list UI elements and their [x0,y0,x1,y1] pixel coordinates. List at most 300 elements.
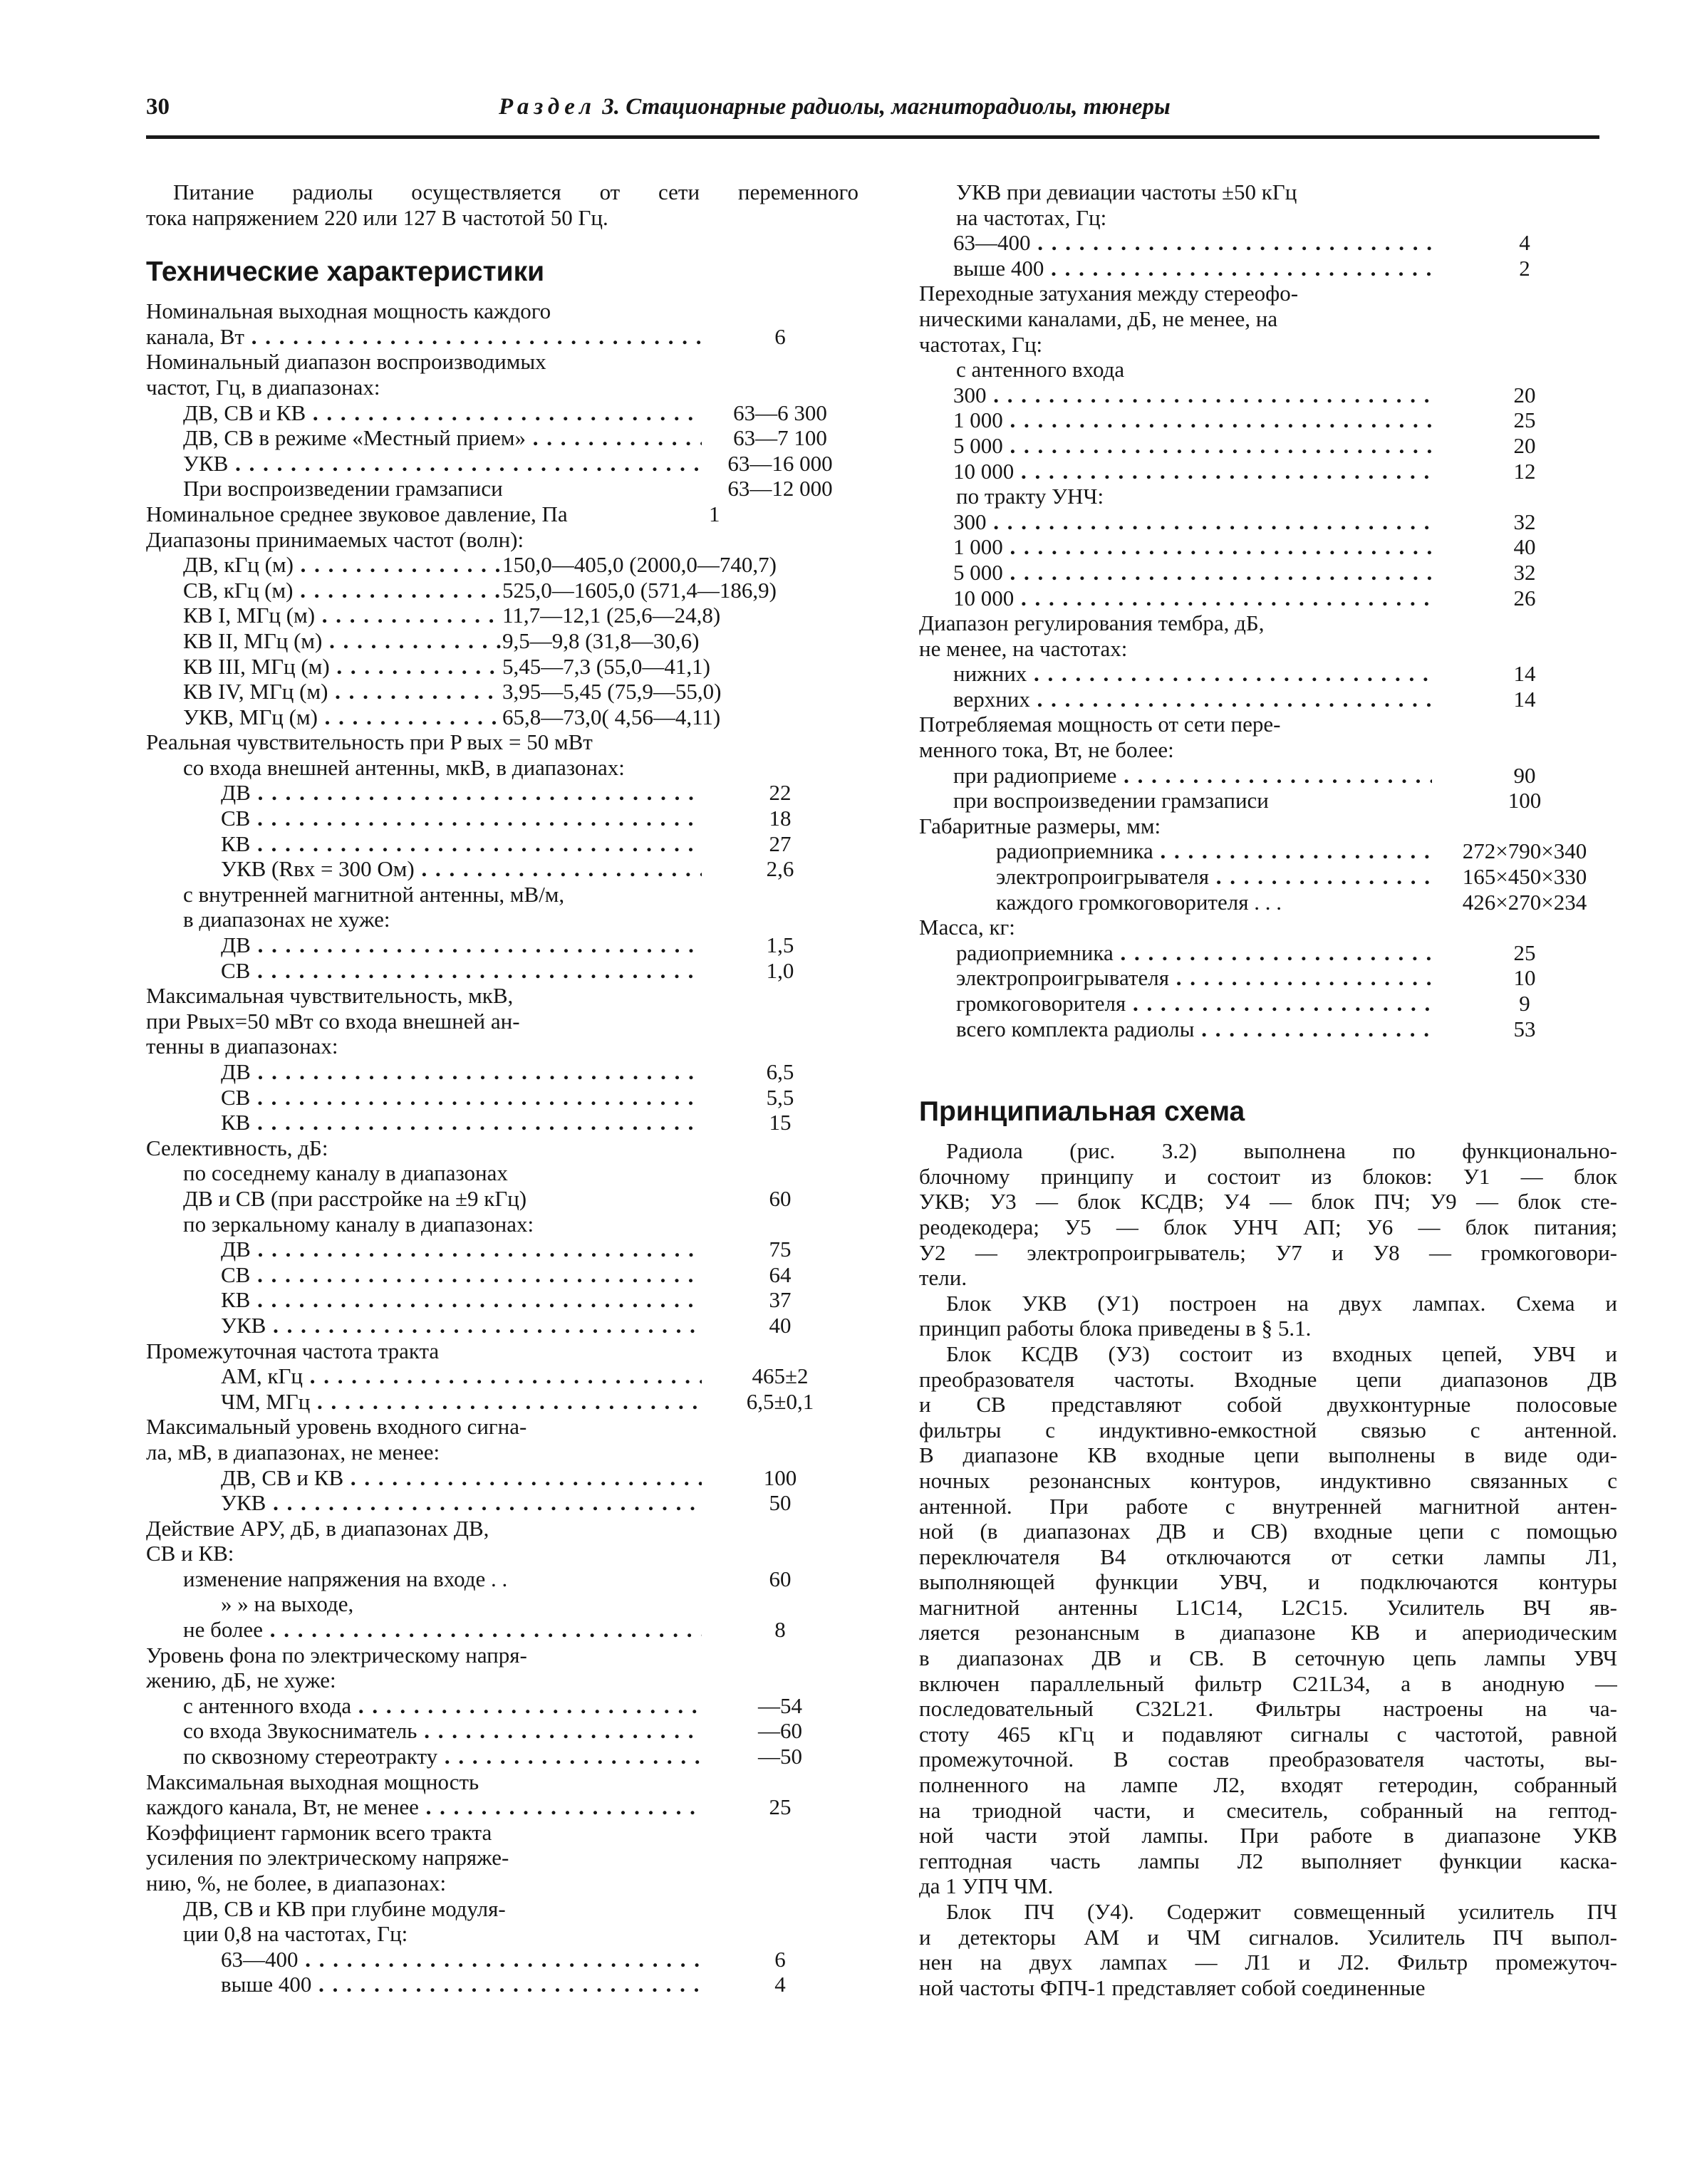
spec-row [146,1516,858,1541]
intro-line: тока напряжением 220 или 127 В частотой 50 Гц. [146,204,608,230]
spec-value: 40 [1513,534,1536,560]
header-rule [146,135,1599,139]
spec-row [146,1034,858,1059]
spec-label: канала, Вт . . . [146,324,702,350]
spec-label: Номинальная выходная мощность каждого [146,298,551,324]
spec-label: каждого громкоговорителя . . . [996,889,1282,915]
spec-value [702,1845,858,1871]
spec-label: СВ, кГц (м) . . . [146,578,502,603]
paragraph-line: промежуточной. В состав преобразователя частоты, вы- [919,1747,1617,1772]
paragraph-line: нен на двух лампах — Л1 и Л2. Фильтр промежуточ- [919,1950,1617,1975]
spec-label: всего комплекта радиолы . . . [919,1016,1432,1042]
spec-value: 53 [1513,1016,1536,1041]
spec-label: Максимальный уровень входного сигна- [146,1414,527,1440]
paragraph-line: принцип работы блока приведены в § 5.1. [919,1316,1312,1341]
spec-row [146,856,858,882]
spec-row [919,661,1617,687]
spec-label: со входа Звукосниматель . . . [146,1718,702,1744]
spec-row [146,729,858,755]
spec-value [1432,712,1617,737]
spec-row [146,298,858,324]
spec-row [146,1237,858,1262]
spec-row [146,755,858,781]
spec-label: громкоговорителя . . . [919,991,1432,1016]
spec-row [919,205,1617,231]
spec-value: 6 [774,1946,786,1972]
spec-label: УКВ . . . [146,451,702,477]
spec-value [702,729,858,755]
spec-value [1432,915,1617,940]
spec-label: СВ . . . [146,958,702,984]
spec-label: КВ . . . [146,1110,702,1135]
spec-label: 5 000 . . . [919,433,1432,459]
spec-label: Диапазон регулирования тембра, дБ, [919,610,1265,636]
spec-value [702,907,858,932]
spec-value: 25 [1513,407,1536,433]
spec-label: со входа внешней антенны, мкВ, в диапазонах: [183,754,625,780]
paragraph-line: включен параллельный фильтр C21L34, а в анодную — [919,1670,1617,1696]
schematic-description [919,1138,1617,2000]
spec-row [146,527,858,553]
spec-row [146,1363,858,1389]
spec-value: 25 [1513,940,1536,965]
running-title [499,94,1171,120]
spec-value: 465±2 [752,1363,809,1389]
spec-value [702,882,858,908]
spec-label: 300 . . . [919,383,1432,408]
spec-value [702,1212,858,1237]
paragraph-line: У2 — электропроигрыватель; У7 и У8 — громкоговори- [919,1239,1617,1265]
spec-value [702,1135,858,1161]
spec-row [146,375,858,400]
spec-row [919,560,1617,586]
spec-label: УКВ (Rвх = 300 Ом) . . . [146,856,702,882]
spec-row [919,636,1617,662]
spec-value [1432,306,1617,332]
paragraph-line: Блок ПЧ (У4). Содержит совмещенный усилитель ПЧ [946,1899,1617,1924]
paragraph-line: ночных резонансных контуров, индуктивно связанных с [919,1467,1617,1493]
spec-row [919,407,1617,433]
paragraph-line: ляется резонансным в диапазоне КВ и апериодическим [919,1620,1617,1645]
spec-row [146,1744,858,1769]
spec-label: КВ III, МГц (м) . . . [146,654,502,680]
spec-row [919,509,1617,535]
spec-value: 63—7 100 [733,425,827,451]
spec-row [919,737,1617,763]
spec-label: ДВ, СВ и КВ при глубине модуля- [183,1896,506,1921]
spec-label: ДВ . . . [146,1237,702,1262]
spec-row [919,433,1617,459]
spec-row [146,1389,858,1415]
spec-value [702,1440,858,1465]
spec-label: при Pвых=50 мВт со входа внешней ан- [146,1008,520,1034]
section-title-text: 3. Стационарные радиолы, магниторадиолы, тюнеры [602,94,1171,120]
right-column [919,180,1617,2000]
spec-label: КВ I, МГц (м) . . . [146,603,502,628]
spec-value: 4 [774,1972,786,1997]
spec-label: не более . . . [146,1617,702,1643]
spec-value: 37 [769,1287,792,1313]
spec-row [146,679,858,704]
spec-value [702,298,858,324]
spec-value [702,1921,858,1947]
spec-value: 4 [1519,230,1530,256]
spec-row [919,838,1617,864]
spec-label: Номинальное среднее звуковое давление, Па [146,501,568,526]
spec-value: 11,7—12,1 (25,6—24,8) [502,603,721,628]
spec-value: 2,6 [766,856,794,882]
spec-label: 1 000 . . . [919,407,1432,433]
spec-row [146,806,858,831]
spec-row [146,1896,858,1922]
spec-value: 165×450×330 [1462,864,1587,890]
spec-value: 6 [774,323,786,349]
spec-row [146,1212,858,1237]
spec-row [146,882,858,908]
spec-row [919,610,1617,636]
spec-label: при воспроизведении грамзаписи [953,788,1269,813]
spec-row [146,1643,858,1668]
spec-label: Переходные затухания между стереофо- [919,281,1299,306]
spec-label: Потребляемая мощность от сети пере- [919,712,1281,737]
spec-value [1432,636,1617,662]
paragraph-line: и СВ представляют собой двухконтурные полосовые [919,1392,1617,1418]
spec-row [146,780,858,806]
paragraph-line: ной частоты ФПЧ-1 представляет собой соединенные [919,1975,1426,2000]
spec-value: 20 [1513,432,1536,458]
spec-row [919,357,1617,383]
spec-row [146,983,858,1009]
spec-row [146,501,858,527]
section-word: Раздел [499,94,596,120]
spec-label: ДВ . . . [146,932,702,958]
spec-value: 100 [763,1465,797,1490]
spec-row [146,1921,858,1947]
spec-value [702,1643,858,1668]
spec-row [919,965,1617,991]
spec-value: 63—12 000 [727,476,833,501]
spec-value: 14 [1513,686,1536,712]
spec-label: АМ, кГц . . . [146,1363,702,1389]
paragraph-line: блочному принципу и состоит из блоков: У1 — блок [919,1163,1617,1189]
spec-value [702,983,858,1009]
spec-label: Коэффициент гармоник всего тракта [146,1819,492,1845]
spec-label: верхних . . . [919,687,1432,712]
spec-value [702,1591,858,1617]
paragraph-line: ной части этой лампы. При работе в диапазоне УКВ [919,1823,1617,1848]
spec-value: 40 [769,1312,792,1338]
spec-label: каждого канала, Вт, не менее . . . [146,1794,702,1820]
spec-row [146,1009,858,1034]
spec-value [1432,357,1617,383]
spec-value: 32 [1513,509,1536,534]
spec-label: » » на выходе, [221,1591,354,1617]
spec-row [919,586,1617,611]
spec-label: тенны в диапазонах: [146,1034,338,1059]
spec-label: СВ . . . [146,1085,702,1111]
spec-label: по зеркальному каналу в диапазонах: [183,1211,534,1237]
spec-value [702,1871,858,1896]
spec-row [919,712,1617,737]
spec-value: 75 [769,1237,792,1262]
spec-value [1432,737,1617,763]
spec-label: усиления по электрическому напряже- [146,1845,509,1871]
spec-label: Уровень фона по электрическому напря- [146,1642,527,1668]
spec-row [146,1085,858,1111]
spec-value [1432,610,1617,636]
spec-label: 5 000 . . . [919,560,1432,586]
spec-value [702,1034,858,1059]
spec-label: нижних . . . [919,661,1432,687]
spec-label: ДВ, СВ и КВ . . . [146,400,702,426]
spec-value: 10 [1513,965,1536,991]
spec-label: по сквозному стереотракту . . . [146,1744,702,1769]
spec-label: электропроигрывателя . . . [919,965,1432,991]
spec-label: частотах, Гц: [919,331,1043,357]
spec-label: УКВ . . . [146,1490,702,1516]
spec-value: 64 [769,1262,792,1287]
paragraph-line: тели. [919,1265,967,1291]
spec-value: 25 [769,1794,792,1820]
spec-row [146,704,858,730]
spec-value [702,1668,858,1693]
spec-row [146,1794,858,1820]
spec-value: —60 [758,1718,802,1744]
spec-label: по соседнему каналу в диапазонах [183,1160,508,1186]
spec-row [146,1287,858,1313]
spec-label: Масса, кг: [919,915,1015,940]
spec-value: 6,5±0,1 [746,1388,814,1414]
paragraph-line: преобразователя частоты. Входные цепи диапазонов ДВ [919,1366,1617,1392]
spec-row [146,1668,858,1693]
intro-line: Питание радиолы осуществляется от сети переменного [173,180,858,204]
spec-value: 20 [1513,382,1536,407]
paragraph-line: фильтры с индуктивно-емкостной связью с антенной. [919,1417,1617,1442]
running-header [146,94,1599,145]
spec-value: —54 [758,1692,802,1718]
spec-row [919,788,1617,813]
spec-row [146,1871,858,1896]
spec-row [146,1186,858,1212]
paragraph-line: полненного на лампе Л2, входят гетеродин, собранный [919,1772,1617,1798]
spec-row [146,1440,858,1465]
spec-row [919,915,1617,940]
spec-row [146,1160,858,1186]
spec-label: выше 400 . . . [146,1972,702,1997]
spec-label: УКВ при девиации частоты ±50 кГц [956,180,1297,204]
spec-row [919,383,1617,408]
spec-row [146,628,858,654]
spec-label: УКВ . . . [146,1313,702,1338]
spec-value: 32 [1513,559,1536,585]
paragraph-line: на триодной части, и смеситель, собранный на гептод- [919,1797,1617,1823]
spec-label: 63—400 . . . [919,230,1432,256]
spec-row [919,484,1617,509]
spec-row [919,534,1617,560]
spec-row [919,230,1617,256]
spec-label: КВ . . . [146,1287,702,1313]
spec-value: 6,5 [766,1059,794,1084]
paragraph-line: последовательный C32L21. Фильтры настроены на ча- [919,1696,1617,1722]
spec-value: 60 [769,1566,792,1591]
spec-label: КВ II, МГц (м) . . . [146,628,502,654]
paragraph-line: выполняющей функции УВЧ, и подключаются контуры [919,1569,1617,1595]
spec-row [146,1490,858,1516]
paragraph-line: переключателя В4 отключаются от сетки лампы Л1, [919,1544,1617,1569]
spec-row [146,1338,858,1364]
spec-value [1432,332,1617,358]
spec-label: с антенного входа [956,357,1125,383]
paragraph-line: Блок КСДВ (У3) состоит из входных цепей, УВЧ и [946,1341,1617,1366]
spec-row [919,991,1617,1016]
spec-row [146,907,858,932]
spec-row [146,1262,858,1288]
spec-label: не менее, на частотах: [919,635,1128,661]
spec-row [146,451,858,477]
spec-value: 90 [1513,762,1536,788]
spec-value [1432,281,1617,306]
spec-row [919,763,1617,789]
spec-row [146,552,858,578]
spec-value [702,375,858,400]
section-heading-specs: Технические характеристики [146,256,545,288]
paragraph-line: Блок УКВ (У1) построен на двух лампах. Схема и [946,1290,1617,1316]
spec-label: на частотах, Гц: [956,204,1107,230]
spec-label: ции 0,8 на частотах, Гц: [183,1921,408,1947]
section-heading-schematic: Принципиальная схема [919,1096,1245,1128]
spec-row [146,831,858,857]
paragraph-line: гептодная часть лампы Л2 выполняет функции каска- [919,1848,1617,1873]
spec-value [702,755,858,781]
spec-row [919,890,1617,915]
spec-value [702,1414,858,1440]
spec-value [702,1769,858,1795]
spec-row [919,306,1617,332]
spec-label: При воспроизведении грамзаписи [183,476,503,501]
spec-row [146,1414,858,1440]
spec-label: Селективность, дБ: [146,1135,328,1160]
spec-label: с внутренней магнитной антенны, мВ/м, [183,881,565,907]
spec-value: 8 [774,1617,786,1643]
spec-label: изменение напряжения на входе . . [183,1566,508,1591]
spec-value: 5,45—7,3 (55,0—41,1) [502,653,710,679]
spec-value: 14 [1513,661,1536,687]
spec-row [146,1845,858,1871]
spec-row [146,932,858,958]
paragraph-line: в диапазонах ДВ и СВ. В сеточную цепь лампы УВЧ [919,1645,1617,1671]
spec-label: ДВ, СВ и КВ . . . [146,1465,702,1491]
spec-value [1432,205,1617,231]
spec-row [146,400,858,426]
spec-row [146,603,858,628]
spec-row [146,1110,858,1135]
spec-row [919,1016,1617,1042]
paragraph-line: В диапазоне КВ входные цепи выполнены в виде оди- [919,1442,1617,1468]
spec-value: 12 [1513,458,1536,484]
spec-row [146,578,858,603]
spec-row [146,1135,858,1161]
spec-row [146,1465,858,1491]
spec-row [919,864,1617,890]
spec-row [919,256,1617,281]
specs-list-left [146,298,858,1997]
spec-value: 60 [769,1185,792,1211]
spec-label: электропроигрывателя . . . [919,864,1432,890]
spec-row [919,940,1617,966]
spec-row [146,1769,858,1795]
spec-label: 1 000 . . . [919,534,1432,560]
spec-label: по тракту УНЧ: [956,484,1104,509]
spec-label: ДВ . . . [146,780,702,806]
spec-label: ла, мВ, в диапазонах, не менее: [146,1439,440,1465]
spec-value: 9 [1519,991,1530,1016]
spec-value: 27 [769,831,792,856]
spec-label: СВ . . . [146,806,702,831]
spec-value [702,1896,858,1922]
spec-value: 150,0—405,0 (2000,0—740,7) [502,552,777,578]
paragraph-line: УКВ; У3 — блок КСДВ; У4 — блок ПЧ; У9 — блок сте- [919,1189,1617,1215]
spec-label: 63—400 . . . [146,1947,702,1972]
spec-value [702,1541,858,1566]
spec-row [146,1617,858,1643]
spec-row [919,332,1617,358]
spec-label: нию, %, не более, в диапазонах: [146,1871,447,1896]
spec-label: ДВ, СВ в режиме «Местный прием» . . . [146,425,702,451]
spec-value [702,1338,858,1364]
paragraph-line: ной (в диапазонах ДВ и СВ) входные цепи с помощью [919,1519,1617,1544]
spec-row [146,324,858,350]
spec-value: 26 [1513,585,1536,610]
spec-row [146,476,858,501]
spec-row [146,958,858,984]
spec-label: СВ и КВ: [146,1541,234,1566]
spec-row [919,459,1617,484]
spec-value [1432,180,1617,205]
spec-value: 1,0 [766,957,794,983]
paragraph-line: антенной. При работе с внутренней магнитной антен- [919,1493,1617,1519]
spec-label: Максимальная выходная мощность [146,1769,479,1794]
paragraph-line: да 1 УПЧ ЧМ. [919,1873,1054,1899]
spec-label: Номинальный диапазон воспроизводимых [146,349,546,375]
spec-value [702,349,858,375]
spec-value: 9,5—9,8 (31,8—30,6) [502,628,700,653]
spec-label: Максимальная чувствительность, мкВ, [146,983,514,1009]
spec-row [146,1541,858,1566]
spec-value: 65,8—73,0( 4,56—4,11) [502,704,721,729]
paragraph-line: стоту 465 кГц и подавляют сигналы с частотой, равной [919,1721,1617,1747]
spec-value [702,1009,858,1034]
spec-value: 2 [1519,255,1530,281]
spec-label: ДВ . . . [146,1059,702,1085]
spec-value: 63—16 000 [727,450,833,476]
spec-label: при радиоприеме . . . [919,763,1432,789]
paragraph-line: магнитной антенны L1C14, L2C15. Усилитель ВЧ яв- [919,1594,1617,1620]
spec-row [146,1059,858,1085]
spec-row [146,425,858,451]
spec-value: 100 [1508,788,1542,813]
spec-value: 426×270×234 [1462,889,1587,915]
spec-value [702,1820,858,1846]
spec-row [146,1693,858,1719]
paragraph-line: реодекодера; У5 — блок УНЧ АП; У6 — блок питания; [919,1214,1617,1239]
spec-row [919,180,1617,205]
paragraph-line: и детекторы АМ и ЧМ сигналов. Усилитель ПЧ выпол- [919,1924,1617,1950]
spec-label: ДВ, кГц (м) . . . [146,552,502,578]
spec-row [146,349,858,375]
spec-value: 525,0—1605,0 (571,4—186,9) [502,577,777,603]
spec-label: ДВ и СВ (при расстройке на ±9 кГц) [183,1185,527,1211]
spec-label: радиоприемника . . . [919,838,1432,864]
